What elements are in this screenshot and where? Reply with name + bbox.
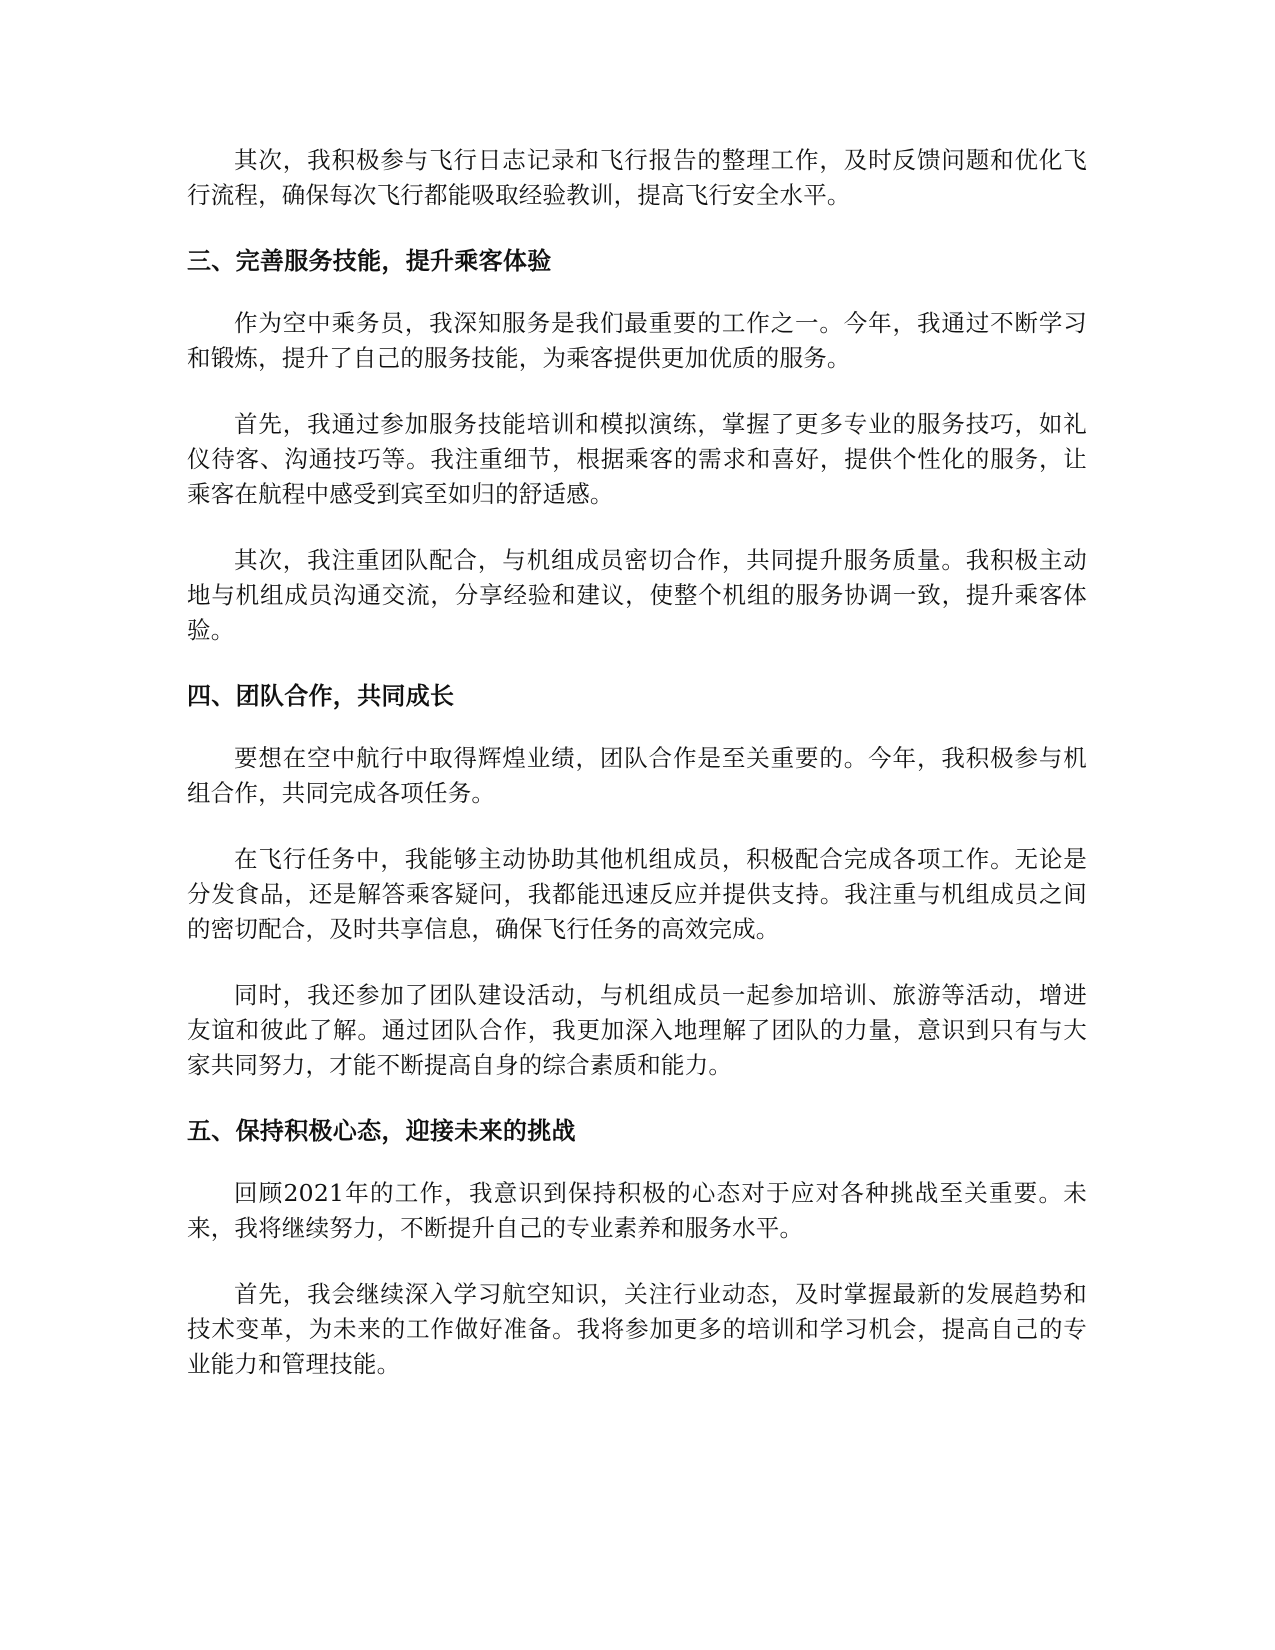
document-body	[187, 143, 1087, 1413]
paragraph-teamwork-intro: 要想在空中航行中取得辉煌业绩，团队合作是至关重要的。今年，我积极参与机组合作，共同完成各项任务。	[187, 744, 1087, 807]
section-heading-service-skills: 三、完善服务技能，提升乘客体验	[187, 247, 552, 275]
paragraph-review-2021: 回顾2021年的工作，我意识到保持积极的心态对于应对各种挑战至关重要。未来，我将继续努力，不断提升自己的专业素养和服务水平。	[187, 1179, 1087, 1242]
paragraph-service-teamwork: 其次，我注重团队配合，与机组成员密切合作，共同提升服务质量。我积极主动地与机组成员沟通交流，分享经验和建议，使整个机组的服务协调一致，提升乘客体验。	[187, 546, 1087, 644]
paragraph-service-intro: 作为空中乘务员，我深知服务是我们最重要的工作之一。今年，我通过不断学习和锻炼，提升了自己的服务技能，为乘客提供更加优质的服务。	[187, 309, 1087, 372]
paragraph-teamwork-tasks: 在飞行任务中，我能够主动协助其他机组成员，积极配合完成各项工作。无论是分发食品，还是解答乘客疑问，我都能迅速反应并提供支持。我注重与机组成员之间的密切配合，及时共享信息，确保飞行任务的高效完成。	[187, 845, 1087, 943]
section-heading-positive-attitude: 五、保持积极心态，迎接未来的挑战	[187, 1117, 576, 1145]
paragraph-flight-log: 其次，我积极参与飞行日志记录和飞行报告的整理工作，及时反馈问题和优化飞行流程，确保每次飞行都能吸取经验教训，提高飞行安全水平。	[187, 146, 1087, 209]
paragraph-service-training: 首先，我通过参加服务技能培训和模拟演练，掌握了更多专业的服务技巧，如礼仪待客、沟通技巧等。我注重细节，根据乘客的需求和喜好，提供个性化的服务，让乘客在航程中感受到宾至如归的舒适感。	[187, 410, 1087, 508]
section-heading-teamwork: 四、团队合作，共同成长	[187, 682, 455, 710]
paragraph-future-learning: 首先，我会继续深入学习航空知识，关注行业动态，及时掌握最新的发展趋势和技术变革，为未来的工作做好准备。我将参加更多的培训和学习机会，提高自己的专业能力和管理技能。	[187, 1280, 1087, 1378]
paragraph-teamwork-activities: 同时，我还参加了团队建设活动，与机组成员一起参加培训、旅游等活动，增进友谊和彼此了解。通过团队合作，我更加深入地理解了团队的力量，意识到只有与大家共同努力，才能不断提高自身的综合素质和能力。	[187, 981, 1087, 1079]
